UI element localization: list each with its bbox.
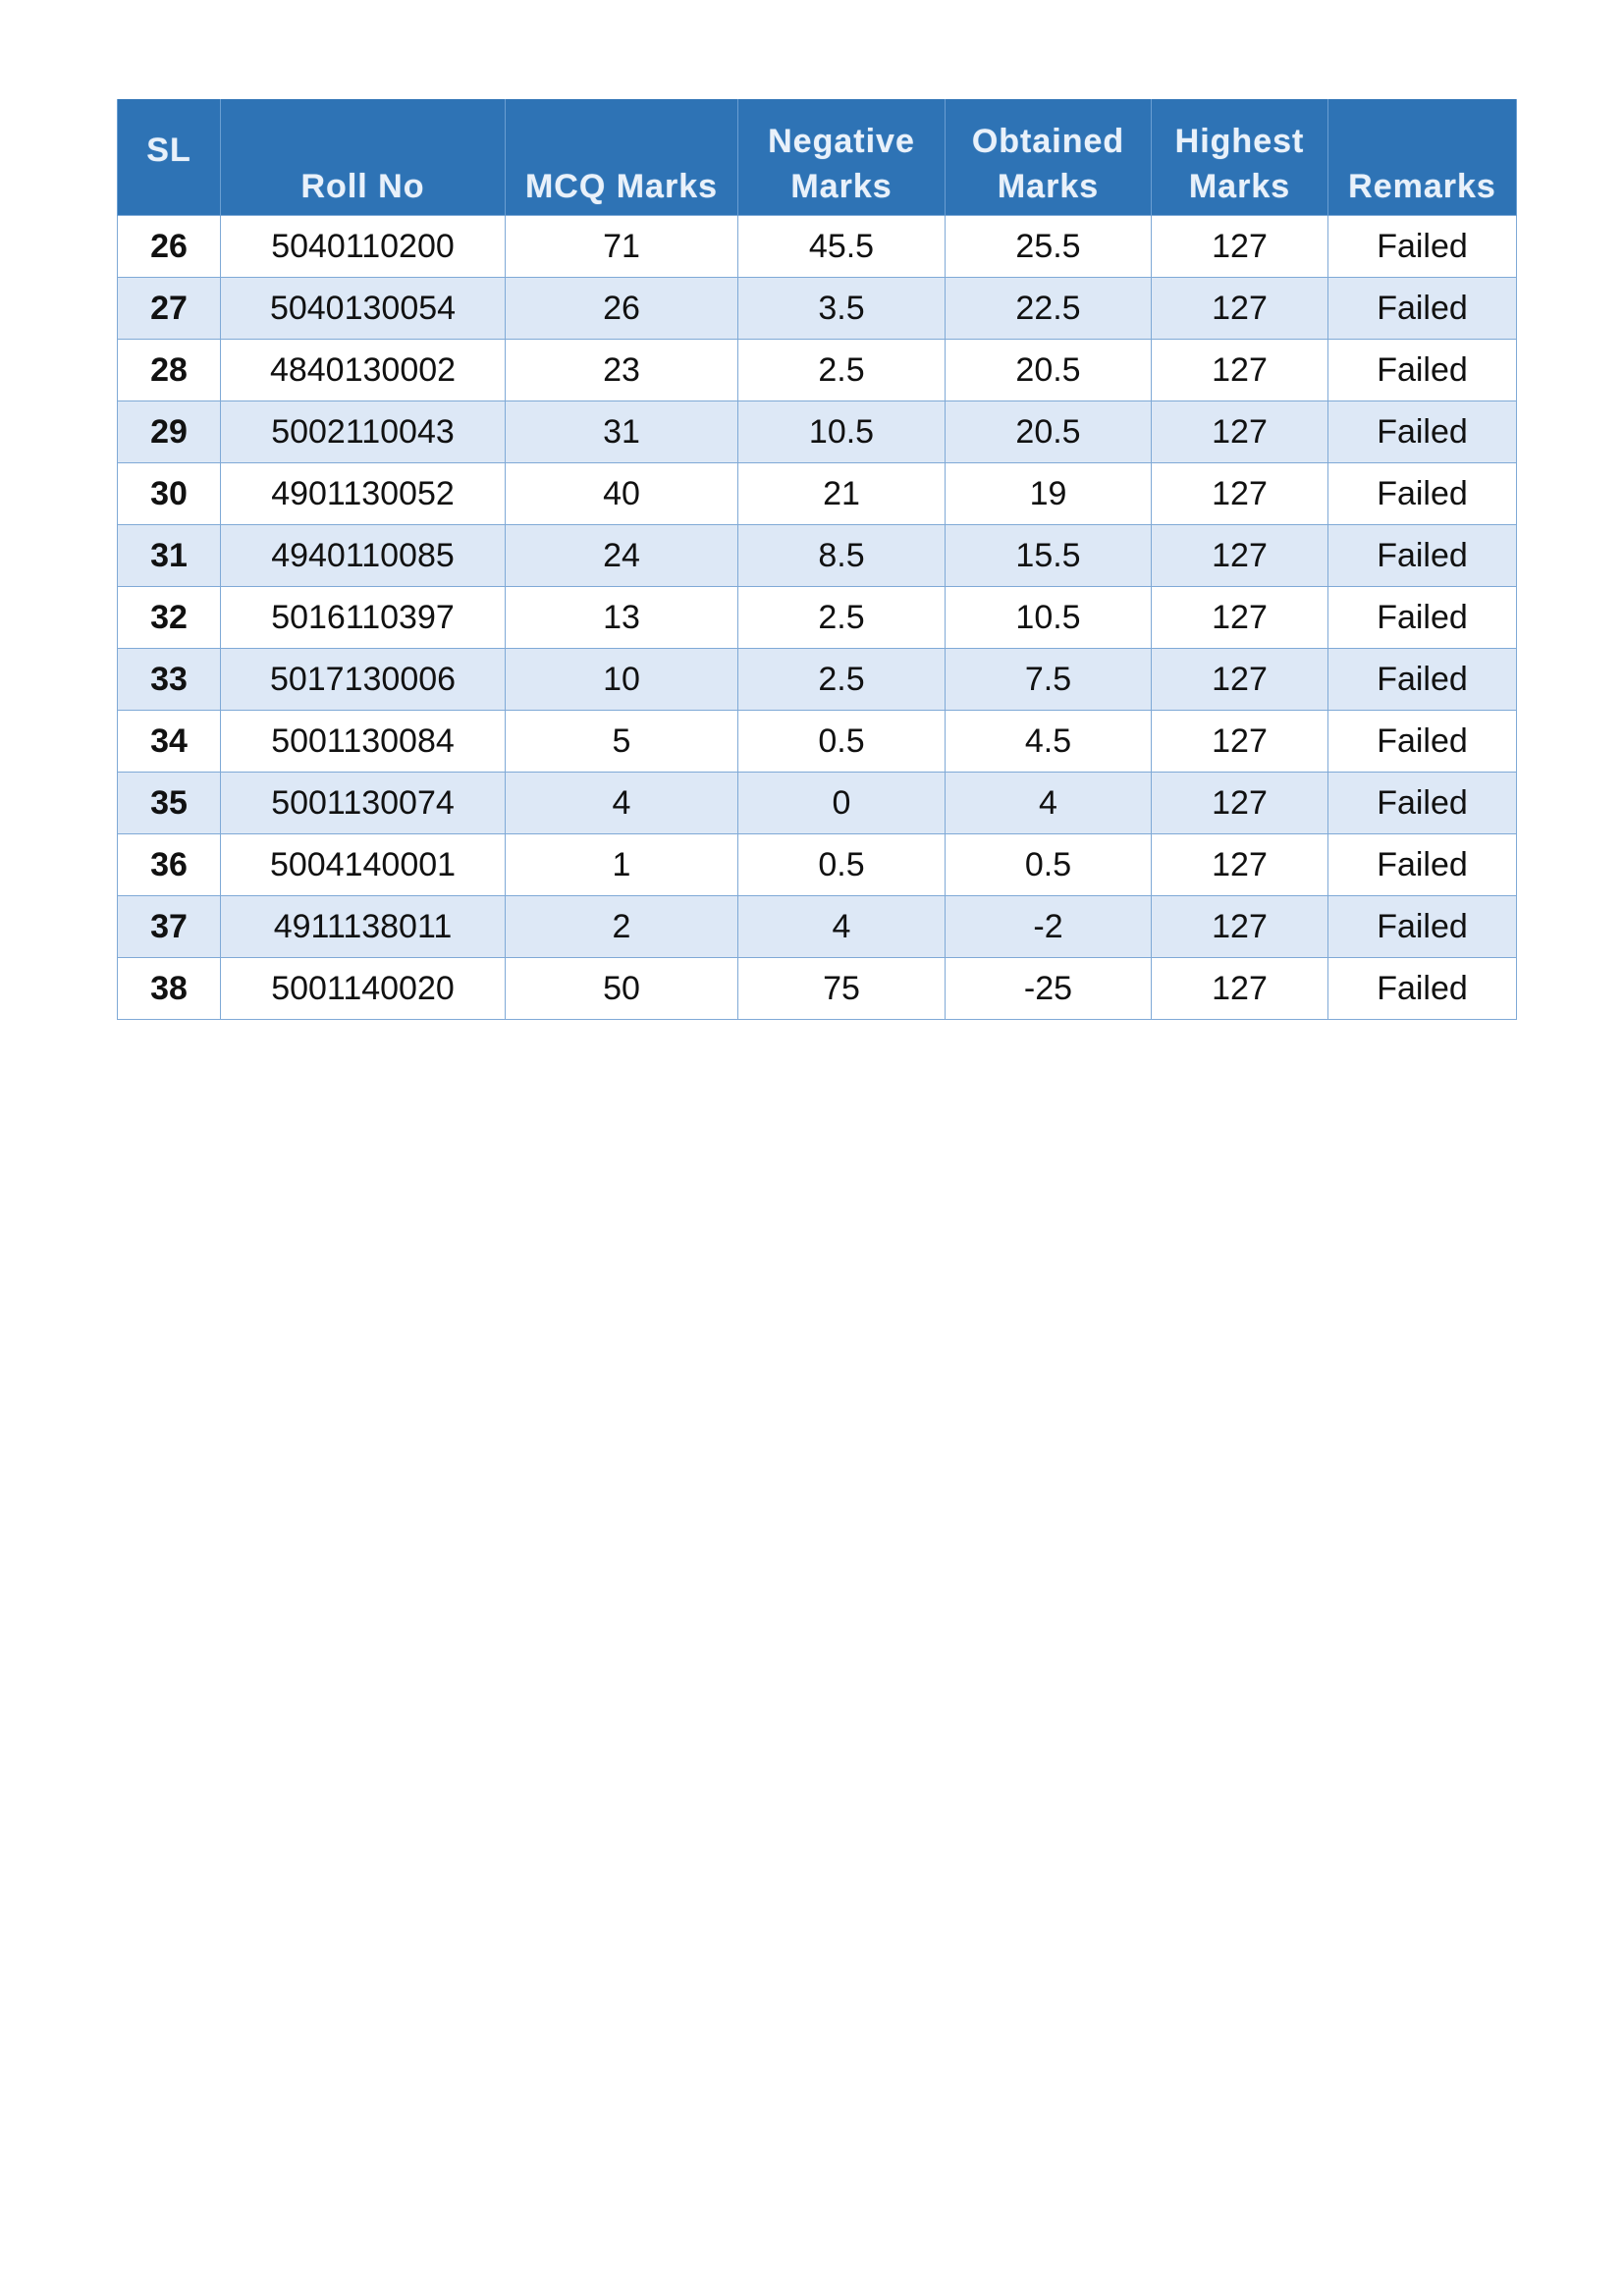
- cell-highest-marks: 127: [1152, 525, 1328, 587]
- cell-highest-marks: 127: [1152, 216, 1328, 278]
- cell-obtained-marks: 20.5: [946, 401, 1152, 463]
- cell-mcq-marks: 10: [506, 649, 738, 711]
- cell-highest-marks: 127: [1152, 834, 1328, 896]
- table-row: [118, 896, 1517, 958]
- cell-mcq-marks: 26: [506, 278, 738, 340]
- cell-negative-marks: 0.5: [738, 711, 946, 773]
- cell-obtained-marks: 20.5: [946, 340, 1152, 401]
- cell-remarks: Failed: [1328, 587, 1517, 649]
- cell-mcq-marks: 31: [506, 401, 738, 463]
- cell-obtained-marks: -25: [946, 958, 1152, 1020]
- cell-obtained-marks: 0.5: [946, 834, 1152, 896]
- cell-obtained-marks: 25.5: [946, 216, 1152, 278]
- cell-highest-marks: 127: [1152, 340, 1328, 401]
- table-row: [118, 773, 1517, 834]
- cell-negative-marks: 3.5: [738, 278, 946, 340]
- cell-mcq-marks: 13: [506, 587, 738, 649]
- cell-roll-no: 5001130084: [221, 711, 506, 773]
- cell-remarks: Failed: [1328, 649, 1517, 711]
- cell-roll-no: 4911138011: [221, 896, 506, 958]
- cell-negative-marks: 2.5: [738, 587, 946, 649]
- table-row: [118, 278, 1517, 340]
- cell-mcq-marks: 2: [506, 896, 738, 958]
- cell-obtained-marks: 19: [946, 463, 1152, 525]
- cell-remarks: Failed: [1328, 216, 1517, 278]
- cell-highest-marks: 127: [1152, 278, 1328, 340]
- cell-mcq-marks: 50: [506, 958, 738, 1020]
- table-row: [118, 340, 1517, 401]
- cell-highest-marks: 127: [1152, 649, 1328, 711]
- cell-roll-no: 5017130006: [221, 649, 506, 711]
- cell-roll-no: 5040130054: [221, 278, 506, 340]
- table-row: [118, 401, 1517, 463]
- cell-negative-marks: 45.5: [738, 216, 946, 278]
- cell-mcq-marks: 4: [506, 773, 738, 834]
- cell-roll-no: 5001140020: [221, 958, 506, 1020]
- cell-highest-marks: 127: [1152, 463, 1328, 525]
- cell-sl: 30: [118, 463, 221, 525]
- header-remarks: Remarks: [1328, 99, 1517, 216]
- cell-remarks: Failed: [1328, 278, 1517, 340]
- cell-mcq-marks: 5: [506, 711, 738, 773]
- cell-obtained-marks: 15.5: [946, 525, 1152, 587]
- cell-mcq-marks: 40: [506, 463, 738, 525]
- cell-obtained-marks: 4.5: [946, 711, 1152, 773]
- table-body: [118, 216, 1517, 1020]
- cell-highest-marks: 127: [1152, 711, 1328, 773]
- cell-sl: 37: [118, 896, 221, 958]
- cell-sl: 32: [118, 587, 221, 649]
- table-row: [118, 587, 1517, 649]
- table-row: [118, 958, 1517, 1020]
- table-row: [118, 463, 1517, 525]
- cell-negative-marks: 75: [738, 958, 946, 1020]
- cell-sl: 33: [118, 649, 221, 711]
- cell-roll-no: 5002110043: [221, 401, 506, 463]
- header-roll-no: Roll No: [221, 99, 506, 216]
- header-negative-marks: Negative Marks: [738, 99, 946, 216]
- cell-remarks: Failed: [1328, 958, 1517, 1020]
- cell-sl: 38: [118, 958, 221, 1020]
- cell-negative-marks: 0.5: [738, 834, 946, 896]
- cell-roll-no: 4840130002: [221, 340, 506, 401]
- cell-negative-marks: 8.5: [738, 525, 946, 587]
- cell-negative-marks: 10.5: [738, 401, 946, 463]
- cell-remarks: Failed: [1328, 525, 1517, 587]
- results-table: [117, 99, 1517, 1020]
- cell-sl: 29: [118, 401, 221, 463]
- cell-negative-marks: 2.5: [738, 340, 946, 401]
- cell-negative-marks: 0: [738, 773, 946, 834]
- cell-negative-marks: 2.5: [738, 649, 946, 711]
- cell-sl: 26: [118, 216, 221, 278]
- table-header: [118, 99, 1517, 216]
- cell-mcq-marks: 24: [506, 525, 738, 587]
- cell-mcq-marks: 23: [506, 340, 738, 401]
- table-row: [118, 711, 1517, 773]
- cell-sl: 35: [118, 773, 221, 834]
- cell-highest-marks: 127: [1152, 587, 1328, 649]
- cell-remarks: Failed: [1328, 401, 1517, 463]
- cell-sl: 27: [118, 278, 221, 340]
- cell-remarks: Failed: [1328, 834, 1517, 896]
- cell-roll-no: 5004140001: [221, 834, 506, 896]
- cell-sl: 36: [118, 834, 221, 896]
- cell-negative-marks: 4: [738, 896, 946, 958]
- cell-remarks: Failed: [1328, 896, 1517, 958]
- cell-remarks: Failed: [1328, 463, 1517, 525]
- cell-remarks: Failed: [1328, 711, 1517, 773]
- cell-obtained-marks: 10.5: [946, 587, 1152, 649]
- table-row: [118, 216, 1517, 278]
- cell-roll-no: 5016110397: [221, 587, 506, 649]
- header-obtained-marks: Obtained Marks: [946, 99, 1152, 216]
- cell-obtained-marks: -2: [946, 896, 1152, 958]
- cell-roll-no: 4940110085: [221, 525, 506, 587]
- cell-obtained-marks: 7.5: [946, 649, 1152, 711]
- header-mcq-marks: MCQ Marks: [506, 99, 738, 216]
- cell-obtained-marks: 4: [946, 773, 1152, 834]
- cell-highest-marks: 127: [1152, 896, 1328, 958]
- cell-highest-marks: 127: [1152, 773, 1328, 834]
- table-row: [118, 834, 1517, 896]
- header-row: [118, 99, 1517, 216]
- cell-roll-no: 5040110200: [221, 216, 506, 278]
- header-sl: SL: [118, 99, 221, 216]
- cell-highest-marks: 127: [1152, 958, 1328, 1020]
- cell-sl: 28: [118, 340, 221, 401]
- cell-roll-no: 5001130074: [221, 773, 506, 834]
- table-row: [118, 649, 1517, 711]
- cell-mcq-marks: 71: [506, 216, 738, 278]
- cell-obtained-marks: 22.5: [946, 278, 1152, 340]
- cell-negative-marks: 21: [738, 463, 946, 525]
- table-row: [118, 525, 1517, 587]
- cell-highest-marks: 127: [1152, 401, 1328, 463]
- cell-remarks: Failed: [1328, 773, 1517, 834]
- cell-roll-no: 4901130052: [221, 463, 506, 525]
- cell-sl: 34: [118, 711, 221, 773]
- cell-mcq-marks: 1: [506, 834, 738, 896]
- cell-sl: 31: [118, 525, 221, 587]
- cell-remarks: Failed: [1328, 340, 1517, 401]
- header-highest-marks: Highest Marks: [1152, 99, 1328, 216]
